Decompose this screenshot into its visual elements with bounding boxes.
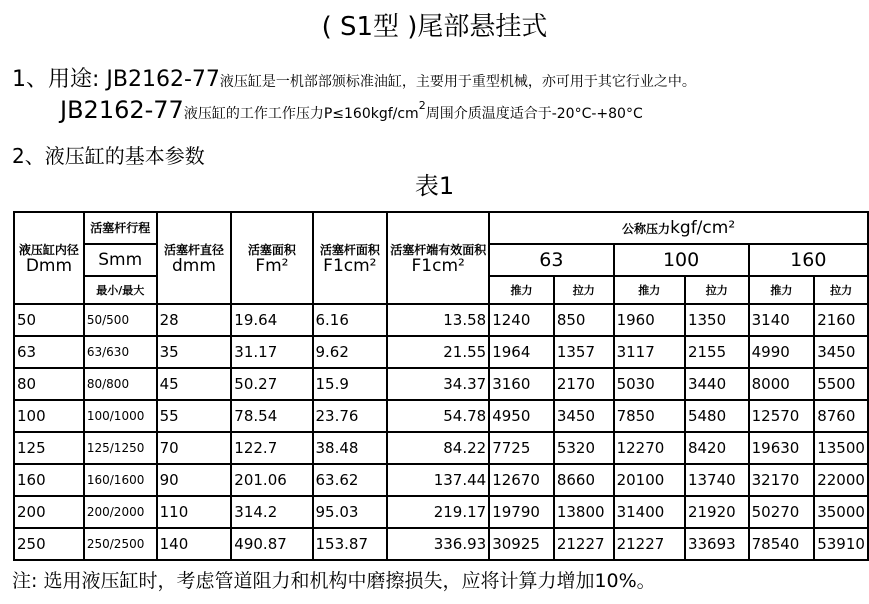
cell-annulus-area: 54.78 [387, 400, 489, 432]
cell-piston-area: 314.2 [231, 496, 312, 528]
cell-annulus-area: 84.22 [387, 432, 489, 464]
cell-bore: 125 [14, 432, 84, 464]
table-row [14, 464, 868, 496]
header-bore: 液压缸内径 Dmm [14, 212, 84, 304]
cell-pull-100: 8420 [685, 432, 749, 464]
cell-push-100: 20100 [614, 464, 685, 496]
header-stroke-unit: Smm [84, 244, 157, 276]
cell-bore: 50 [14, 304, 84, 336]
cell-pull-63: 2170 [554, 368, 614, 400]
header-pressure-100: 100 [614, 244, 749, 276]
cell-pull-160: 35000 [814, 496, 868, 528]
cell-push-100: 5030 [614, 368, 685, 400]
cell-push-100: 7850 [614, 400, 685, 432]
cell-stroke: 80/800 [84, 368, 157, 400]
cell-pull-160: 5500 [814, 368, 868, 400]
cell-stroke: 63/630 [84, 336, 157, 368]
cell-pull-100: 21920 [685, 496, 749, 528]
cell-piston-area: 19.64 [231, 304, 312, 336]
header-pressure-160: 160 [749, 244, 868, 276]
cell-pull-63: 5320 [554, 432, 614, 464]
cell-rod-diameter: 55 [157, 400, 232, 432]
cell-stroke: 250/2500 [84, 528, 157, 560]
cell-pull-160: 13500 [814, 432, 868, 464]
cell-rod-area: 15.9 [313, 368, 388, 400]
cell-piston-area: 50.27 [231, 368, 312, 400]
cell-piston-area: 122.7 [231, 432, 312, 464]
cell-bore: 63 [14, 336, 84, 368]
cell-piston-area: 201.06 [231, 464, 312, 496]
header-push-160: 推力 [749, 276, 815, 304]
cell-rod-area: 63.62 [313, 464, 388, 496]
cell-push-160: 32170 [749, 464, 815, 496]
cell-push-160: 3140 [749, 304, 815, 336]
section-heading: 2、液压缸的基本参数 [12, 144, 205, 168]
cell-push-63: 30925 [489, 528, 554, 560]
cell-push-100: 31400 [614, 496, 685, 528]
cell-bore: 100 [14, 400, 84, 432]
header-push-100: 推力 [614, 276, 685, 304]
cell-push-160: 78540 [749, 528, 815, 560]
table-row [14, 368, 868, 400]
table-row [14, 400, 868, 432]
cell-bore: 250 [14, 528, 84, 560]
cell-annulus-area: 219.17 [387, 496, 489, 528]
cell-pull-160: 2160 [814, 304, 868, 336]
cell-stroke: 50/500 [84, 304, 157, 336]
cell-pull-63: 1357 [554, 336, 614, 368]
header-pull-100: 拉力 [685, 276, 749, 304]
cell-pull-100: 33693 [685, 528, 749, 560]
cell-rod-diameter: 28 [157, 304, 232, 336]
cell-pull-100: 13740 [685, 464, 749, 496]
cell-rod-diameter: 45 [157, 368, 232, 400]
table-row [14, 496, 868, 528]
cell-pull-63: 850 [554, 304, 614, 336]
cell-push-63: 1240 [489, 304, 554, 336]
cell-rod-area: 153.87 [313, 528, 388, 560]
cell-push-100: 21227 [614, 528, 685, 560]
cell-rod-area: 23.76 [313, 400, 388, 432]
usage-line [12, 62, 696, 93]
header-rod: 活塞杆直径 dmm [157, 212, 232, 304]
cell-pull-63: 3450 [554, 400, 614, 432]
header-nominal-pressure: 公称压力kgf/cm² [489, 212, 868, 244]
cell-stroke: 125/1250 [84, 432, 157, 464]
cell-pull-160: 3450 [814, 336, 868, 368]
cell-piston-area: 31.17 [231, 336, 312, 368]
cell-push-63: 4950 [489, 400, 554, 432]
cell-pull-100: 2155 [685, 336, 749, 368]
table-caption: 表1 [414, 172, 455, 200]
cell-piston-area: 490.87 [231, 528, 312, 560]
cell-push-160: 8000 [749, 368, 815, 400]
cell-pull-63: 13800 [554, 496, 614, 528]
header-pull-160: 拉力 [814, 276, 868, 304]
cell-stroke: 100/1000 [84, 400, 157, 432]
cell-rod-diameter: 90 [157, 464, 232, 496]
cell-pull-100: 5480 [685, 400, 749, 432]
cell-push-63: 12670 [489, 464, 554, 496]
cell-push-160: 4990 [749, 336, 815, 368]
cell-annulus-area: 336.93 [387, 528, 489, 560]
cell-push-63: 3160 [489, 368, 554, 400]
table-row [14, 432, 868, 464]
cell-bore: 200 [14, 496, 84, 528]
header-piston-area: 活塞面积 Fm² [231, 212, 312, 304]
header-push-63: 推力 [489, 276, 554, 304]
cell-rod-area: 95.03 [313, 496, 388, 528]
cell-rod-area: 9.62 [313, 336, 388, 368]
cell-pull-63: 8660 [554, 464, 614, 496]
header-pressure-63: 63 [489, 244, 613, 276]
cell-pull-160: 8760 [814, 400, 868, 432]
cell-annulus-area: 13.58 [387, 304, 489, 336]
cell-piston-area: 78.54 [231, 400, 312, 432]
cell-rod-area: 6.16 [313, 304, 388, 336]
header-annulus-area: 活塞杆端有效面积 F1cm² [387, 212, 489, 304]
cell-push-100: 12270 [614, 432, 685, 464]
usage-text: 液压缸是一机部部颁标准油缸，主要用于重型机械，亦可用于其它行业之中。 [219, 74, 696, 90]
cell-pull-100: 1350 [685, 304, 749, 336]
cell-annulus-area: 21.55 [387, 336, 489, 368]
cell-stroke: 200/2000 [84, 496, 157, 528]
cell-rod-diameter: 110 [157, 496, 232, 528]
header-pull-63: 拉力 [554, 276, 614, 304]
cell-bore: 80 [14, 368, 84, 400]
cell-push-100: 1960 [614, 304, 685, 336]
pressure-sup: 2 [418, 99, 426, 112]
cell-rod-diameter: 70 [157, 432, 232, 464]
cell-pull-63: 21227 [554, 528, 614, 560]
cell-push-63: 19790 [489, 496, 554, 528]
temperature-text: 周围介质温度适合于-20°C-+80°C [425, 106, 643, 122]
table-row [14, 336, 868, 368]
table-row [14, 528, 868, 560]
table-body [14, 304, 868, 560]
header-stroke-range: 最小/最大 [84, 276, 157, 304]
cell-bore: 160 [14, 464, 84, 496]
standard-code: JB2162-77 [60, 96, 184, 124]
cell-pull-160: 53910 [814, 528, 868, 560]
parameter-table [13, 211, 869, 561]
cell-rod-diameter: 35 [157, 336, 232, 368]
table-row [14, 304, 868, 336]
cell-push-100: 3117 [614, 336, 685, 368]
cell-push-160: 50270 [749, 496, 815, 528]
header-rod-area: 活塞杆面积 F1cm² [313, 212, 388, 304]
cell-pull-100: 3440 [685, 368, 749, 400]
cell-push-160: 12570 [749, 400, 815, 432]
usage-prefix: 1、用途: JB2162-77 [12, 67, 220, 92]
cell-rod-area: 38.48 [313, 432, 388, 464]
cell-push-63: 7725 [489, 432, 554, 464]
cell-pull-160: 22000 [814, 464, 868, 496]
footnote: 注: 选用液压缸时，考虑管道阻力和机构中磨擦损失，应将计算力增加10%。 [12, 570, 656, 592]
cell-rod-diameter: 140 [157, 528, 232, 560]
pressure-line [60, 96, 643, 124]
header-stroke: 活塞杆行程 [84, 212, 157, 244]
cell-push-63: 1964 [489, 336, 554, 368]
page-title: ( S1型 )尾部悬挂式 [321, 12, 548, 42]
cell-annulus-area: 137.44 [387, 464, 489, 496]
cell-push-160: 19630 [749, 432, 815, 464]
pressure-text: 液压缸的工作工作压力P≤160kgf/cm [183, 106, 419, 122]
cell-annulus-area: 34.37 [387, 368, 489, 400]
cell-stroke: 160/1600 [84, 464, 157, 496]
